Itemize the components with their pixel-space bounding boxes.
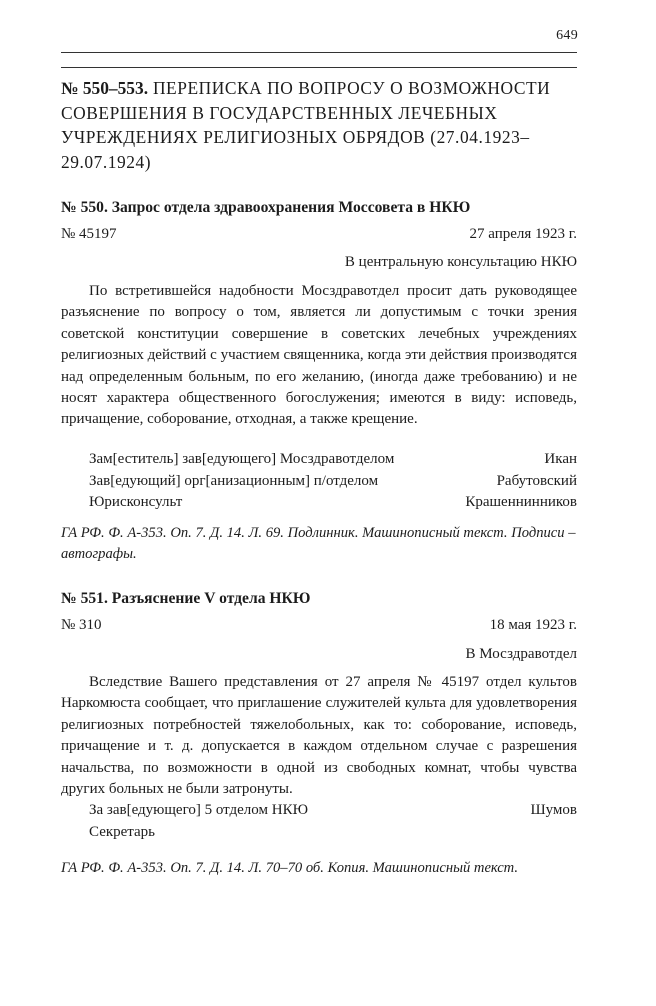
signature-row (89, 800, 577, 822)
signature-row (89, 492, 577, 514)
registration-number: № 310 (61, 617, 102, 633)
addressee: В центральную консультацию НКЮ (344, 254, 577, 270)
signatory-position: Юрисконсульт (89, 494, 183, 510)
signature-block (89, 800, 577, 843)
document-title: № 550. Запрос отдела здравоохранения Моссовета в НКЮ (61, 199, 471, 216)
section-title: ПЕРЕПИСКА ПО ВОПРОСУ О ВОЗМОЖНОСТИ СОВЕРШЕНИЯ В ГОСУДАРСТВЕННЫХ ЛЕЧЕБНЫХ УЧРЕЖДЕНИЯХ РЕЛИГИОЗНЫХ ОБРЯДОВ (27.04.1923–29.07.1924) (61, 78, 551, 172)
signatory-position: Зам[еститель] зав[едующего] Мосздравотделом (89, 451, 395, 467)
registration-number: № 45197 (61, 226, 117, 242)
signatory-name: Икан (544, 451, 577, 467)
document-body: Вследствие Вашего представления от 27 апреля № 45197 отдел культов Наркомюста сообщает, что приглашение служителей культа для удовлетворения религиозных потребностей тяжелобольных, как то: соборование, исповедь, причащение и т. д. допускается в каждом отдельном случае с разрешения начальства, по возможности в одной из свободных комнат, чтобы чувства других больных не были затронуты. (61, 674, 577, 798)
signatory-position: За зав[едующего] 5 отделом НКЮ (89, 802, 309, 818)
signatory-name: Рабутовский (496, 472, 577, 489)
document-date: 27 апреля 1923 г. (469, 226, 577, 242)
document-meta-row (61, 223, 577, 245)
document-title: № 551. Разъяснение V отдела НКЮ (61, 590, 311, 607)
signatory-position: Зав[едующий] орг[анизационным] п/отделом (89, 472, 379, 489)
archive-source: ГА РФ. Ф. А-353. Оп. 7. Д. 14. Л. 70–70 об. Копия. Машинописный текст. (61, 860, 519, 876)
document-date: 18 мая 1923 г. (489, 617, 577, 633)
section-heading (61, 76, 577, 174)
document-body: По встретившейся надобности Мосздравотдел просит дать руководящее разъяснение по вопросу о том, является ли допустимым с точки зрения советской конституции совершение в советских лечебных учреждениях религиозных действий с участием священника, когда эти действия производятся над определенным больным, по его желанию, (иногда даже требованию) и не носят характера общественного богослужения; имеются в виду: исповедь, причащение, соборование, отходная, а также крещение. (61, 283, 577, 428)
header-rule (61, 52, 577, 53)
archive-source: ГА РФ. Ф. А-353. Оп. 7. Д. 14. Л. 69. Подлинник. Машинописный текст. Подписи – автографы. (61, 525, 576, 562)
signature-row (89, 449, 577, 471)
document-meta-row (61, 614, 577, 636)
addressee: В Мосздравотдел (465, 646, 577, 662)
signature-row (89, 822, 577, 844)
signatory-position: Секретарь (89, 823, 156, 840)
signatory-name: Крашеннинников (465, 494, 577, 510)
signature-block (89, 449, 577, 514)
section-number: № 550–553. (61, 78, 149, 98)
page-number: 649 (556, 28, 578, 43)
signatory-name: Шумов (530, 802, 577, 818)
signature-row (89, 471, 577, 493)
section-rule (61, 67, 577, 68)
